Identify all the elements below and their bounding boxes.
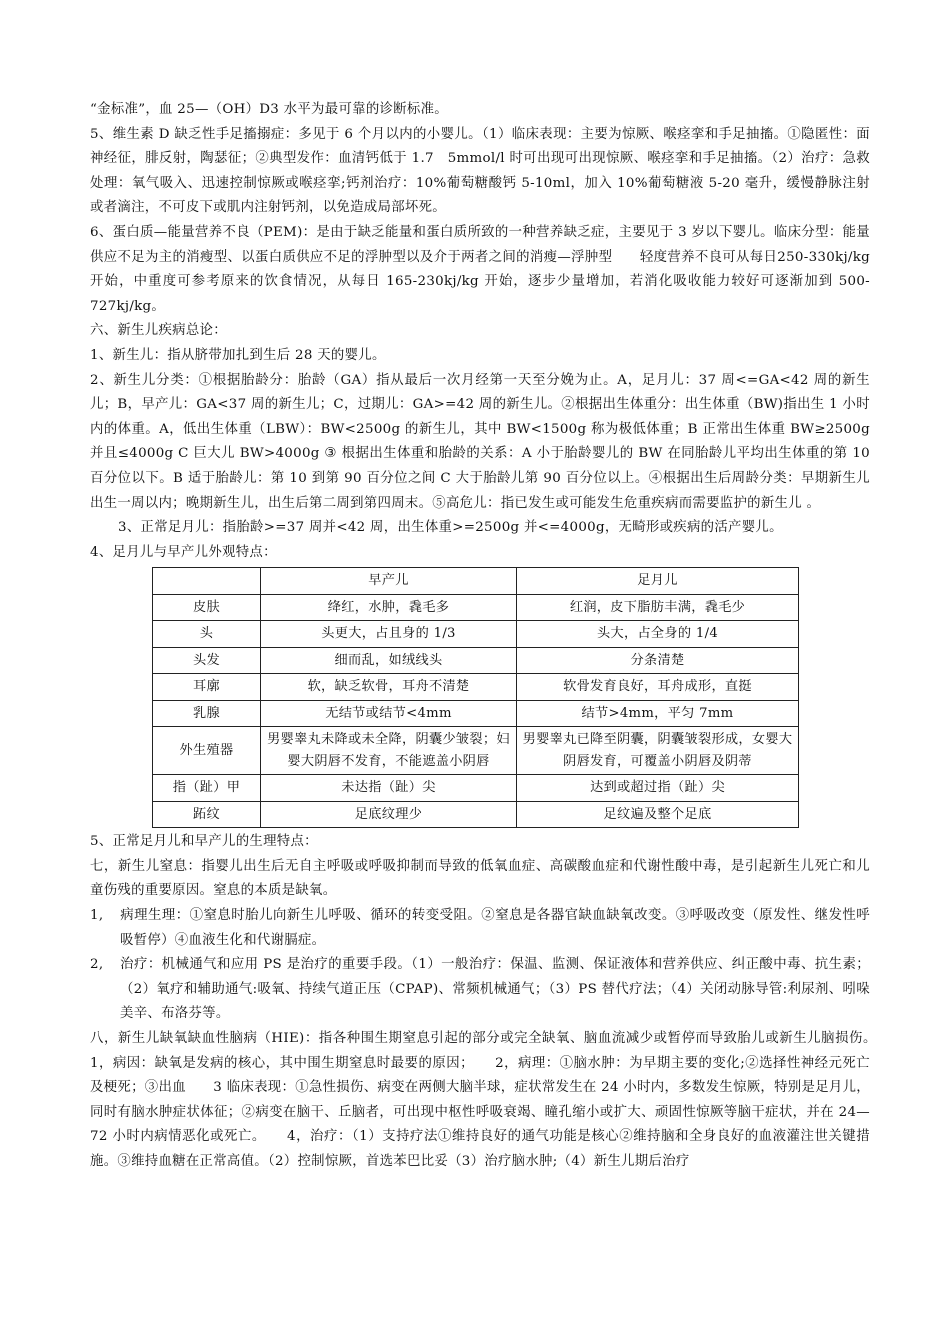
table-row xyxy=(153,801,799,828)
paragraph-term-infant: 3、正常足月儿：指胎龄>=37 周并<42 周，出生体重>=2500g 并<=4000g，无畸形或疾病的活产婴儿。 xyxy=(118,520,783,536)
list-item-number: 2, xyxy=(90,957,104,973)
table-cell: 乳腺 xyxy=(153,700,261,727)
table-cell: 头更大，占且身的 1/3 xyxy=(261,621,517,648)
table-header-cell xyxy=(153,568,261,595)
table-row xyxy=(153,727,799,775)
table-header-row xyxy=(153,568,799,595)
table-cell: 男婴睾丸已降至阴囊，阴囊皱裂形成，女婴大阴唇发育，可覆盖小阴唇及阴蒂 xyxy=(517,727,799,775)
table-cell: 指（趾）甲 xyxy=(153,775,261,802)
table-cell: 男婴睾丸未降或未全降，阴囊少皱裂；妇婴大阴唇不发育，不能遮盖小阴唇 xyxy=(261,727,517,775)
paragraph-asphyxia: 七，新生儿窒息：指婴儿出生后无自主呼吸或呼吸抑制而导致的低氧血症、高碳酸血症和代谢性酸中毒，是引起新生儿死亡和儿童伤残的重要原因。窒息的本质是缺氧。 xyxy=(90,858,870,899)
table-cell: 足底纹理少 xyxy=(261,801,517,828)
section-heading-neonatal: 六、新生儿疾病总论： xyxy=(90,323,227,339)
table-cell: 未达指（趾）尖 xyxy=(261,775,517,802)
table-cell: 软，缺乏软骨，耳舟不清楚 xyxy=(261,674,517,701)
table-cell: 头发 xyxy=(153,647,261,674)
paragraph-neonate-classification: 2、新生儿分类：①根据胎龄分：胎龄（GA）指从最后一次月经第一天至分娩为止。A，足月儿：37 周<=GA<42 周的新生儿；B，早产儿：GA<37 周的新生儿；C，过期儿：GA>=42 周的新生儿。②根据出生体重分：出生体重（BW)指出生 1 小时内的体重。A，低出生体重（LBW）：BW<2500g 的新生儿，其中 BW<1500g 称为极低体重；B 正常出生体重 BW≥2500g并且≤4000g C 巨大儿 BW>4000g ③ 根据出生体重和胎龄的关系：A 小于胎龄婴儿的 BW 在同胎龄儿平均出生体重的第 10百分位以下。B 适于胎龄儿：第 10 到第 90 百分位之间 C 大于胎龄儿第 90 百分位以上。④根据出生后周龄分类：早期新生儿出生一周以内；晚期新生儿，出生后第二周到第四周末。⑤高危儿：指已发生或可能发生危重疾病而需要监护的新生儿 。 xyxy=(90,372,870,511)
table-row xyxy=(153,647,799,674)
table-header-cell: 足月儿 xyxy=(517,568,799,595)
list-item-text: 病理生理：①窒息时胎儿向新生儿呼吸、循环的转变受阻。②窒息是各器官缺血缺氧改变。③呼吸改变（原发性、继发性呼吸暂停）④血液生化和代谢膈症。 xyxy=(120,908,870,948)
table-cell: 分条清楚 xyxy=(517,647,799,674)
table-title: 4、足月儿与早产儿外观特点： xyxy=(90,544,277,560)
table-row xyxy=(153,775,799,802)
table-cell: 头大，占全身的 1/4 xyxy=(517,621,799,648)
paragraph-vitd-tetany: 5、维生素 D 缺乏性手足搐搦症：多见于 6 个月以内的小婴儿。（1）临床表现：主要为惊厥、喉痉挛和手足抽搐。①隐匿性：面神经征，腓反射，陶瑟征；②典型发作：血清钙低于 1.7 5mmol/l 时可出现可出现惊厥、喉痉挛和手足抽搐。（2）治疗：急救处理：氧气吸入、迅速控制惊厥或喉痉挛;钙剂治疗：10%葡萄糖酸钙 5-10ml，加入 10%葡萄糖液 5-20 毫升，缓慢静脉注射或者滴注，不可皮下或肌内注射钙剂，以免造成局部坏死。 xyxy=(90,126,870,216)
table-cell: 足纹遍及整个足底 xyxy=(517,801,799,828)
table-cell: 耳廓 xyxy=(153,674,261,701)
paragraph-neonate-definition: 1、新生儿：指从脐带加扎到生后 28 天的婴儿。 xyxy=(90,347,386,363)
table-cell: 无结节或结节<4mm xyxy=(261,700,517,727)
comparison-table xyxy=(152,567,799,828)
paragraph-gold-standard: “金标准”，血 25—（OH）D3 水平为最可靠的诊断标准。 xyxy=(90,102,448,117)
table-row xyxy=(153,594,799,621)
list-item-number: 1, xyxy=(90,908,104,924)
list-item-text: 治疗：机械通气和应用 PS 是治疗的重要手段。（1）一般治疗：保温、监测、保证液体和营养供应、纠正酸中毒、抗生素；（2）氧疗和辅助通气:吸氧、持续气道正压（CPAP)、常频机械通气；（3）PS 替代疗法；（4）关闭动脉导管:利尿剂、吲哚美辛、布洛芬等。 xyxy=(120,957,870,1022)
paragraph-pem: 6、蛋白质—能量营养不良（PEM)：是由于缺乏能量和蛋白质所致的一种营养缺乏症，主要见于 3 岁以下婴儿。临床分型：能量供应不足为主的消瘦型、以蛋白质供应不足的浮肿型以及介于两者之间的消瘦—浮肿型 轻度营养不良可从每日250-330kj/kg 开始，中重度可参考原来的饮食情况，从每日 165-230kj/kg 开始，逐步少量增加，若消化吸收能力较好可逐渐加到 500-727kj/kg。 xyxy=(90,224,870,314)
table-cell: 结节>4mm，平匀 7mm xyxy=(517,700,799,727)
list-item xyxy=(90,904,870,953)
list-item xyxy=(90,953,870,1027)
paragraph-physiology: 5、正常足月儿和早产儿的生理特点： xyxy=(90,834,318,850)
table-cell: 细而乱，如绒线头 xyxy=(261,647,517,674)
table-header-cell: 早产儿 xyxy=(261,568,517,595)
table-cell: 跖纹 xyxy=(153,801,261,828)
document-page xyxy=(90,98,898,1175)
table-cell: 绛红，水肿，毳毛多 xyxy=(261,594,517,621)
table-cell: 外生殖器 xyxy=(153,727,261,775)
table-cell: 软骨发育良好，耳舟成形，直挺 xyxy=(517,674,799,701)
table-cell: 红润，皮下脂肪丰满，毳毛少 xyxy=(517,594,799,621)
table-row xyxy=(153,674,799,701)
table-row xyxy=(153,621,799,648)
table-row xyxy=(153,700,799,727)
table-cell: 皮肤 xyxy=(153,594,261,621)
table-cell: 达到或超过指（趾）尖 xyxy=(517,775,799,802)
paragraph-hie: 八，新生儿缺氧缺血性脑病（HIE)：指各种围生期窒息引起的部分或完全缺氧、脑血流减少或暂停而导致胎儿或新生儿脑损伤。 1，病因：缺氧是发病的核心，其中围生期窒息时最要的原因； 2，病理：①脑水肿：为早期主要的变化;②选择性神经元死亡及梗死；③出血 3 临床表现：①急性损伤、病变在两侧大脑半球，症状常发生在 24 小时内，多数发生惊厥，特别是足月儿，同时有脑水肿症状体征；②病变在脑干、丘脑者，可出现中枢性呼吸衰竭、瞳孔缩小或扩大、顽固性惊厥等脑干症状，并在 24—72 小时内病情恶化或死亡。 4，治疗：（1）支持疗法①维持良好的通气功能是核心②维持脑和全身良好的血液灌注世关键措施。③维持血糖在正常高值。（2）控制惊厥，首选苯巴比妥（3）治疗脑水肿;（4）新生儿期后治疗 xyxy=(90,1031,898,1169)
table-cell: 头 xyxy=(153,621,261,648)
